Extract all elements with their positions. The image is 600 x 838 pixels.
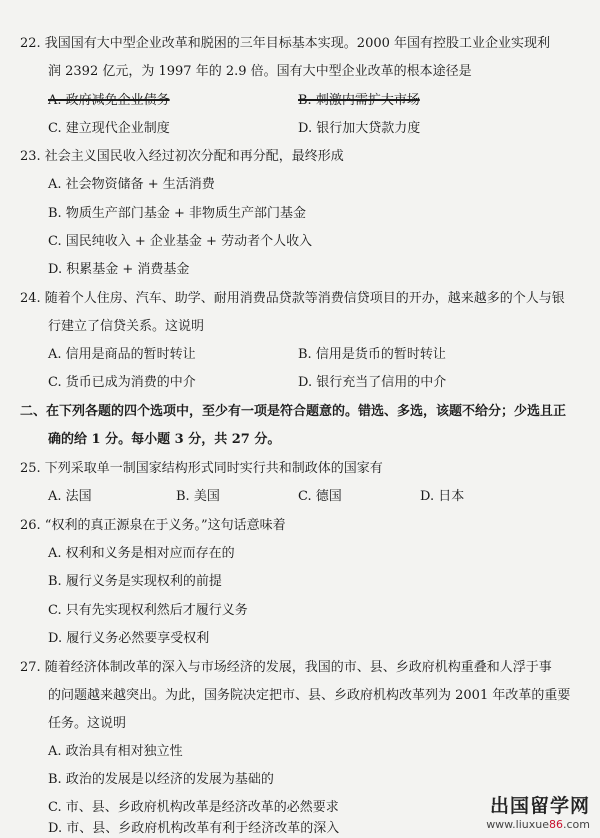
q22-option-d: D. 银行加大贷款力度 <box>298 121 421 136</box>
q27-stem-line3: 任务。这说明 <box>48 716 127 731</box>
section2-instructions-line2: 确的给 1 分。每小题 3 分，共 27 分。 <box>48 432 281 447</box>
q23-option-a: A. 社会物资储备 + 生活消费 <box>48 177 215 192</box>
q22-option-c: C. 建立现代企业制度 <box>48 121 170 136</box>
q23-option-c: C. 国民纯收入 + 企业基金 + 劳动者个人收入 <box>48 234 313 249</box>
watermark-url-accent: 86 <box>549 818 563 831</box>
q24-stem-line1: 24. 随着个人住房、汽车、助学、耐用消费品贷款等消费信贷项目的开办，越来越多的个人与银 <box>20 291 565 306</box>
q22-option-a: A. 政府减免企业债务 <box>48 93 170 108</box>
q25-stem: 25. 下列采取单一制国家结构形式同时实行共和制政体的国家有 <box>20 461 383 476</box>
q24-option-a: A. 信用是商品的暂时转让 <box>48 347 196 362</box>
q23-option-b: B. 物质生产部门基金 + 非物质生产部门基金 <box>48 206 306 221</box>
q26-option-b: B. 履行义务是实现权利的前提 <box>48 574 222 589</box>
watermark-url <box>486 818 590 831</box>
q27-stem-line1: 27. 随着经济体制改革的深入与市场经济的发展，我国的市、县、乡政府机构重叠和人浮于事 <box>20 660 552 675</box>
q24-stem-line2: 行建立了信贷关系。这说明 <box>48 319 205 334</box>
watermark <box>486 791 590 831</box>
q27-option-d: D. 市、县、乡政府机构改革有利于经济改革的深入 <box>48 821 340 836</box>
watermark-url-prefix: www.liuxue <box>486 818 549 831</box>
q25-option-a: A. 法国 <box>48 489 92 504</box>
watermark-url-suffix: .com <box>563 818 590 831</box>
section2-instructions-line1: 二、在下列各题的四个选项中，至少有一项是符合题意的。错选、多选，该题不给分；少选且正 <box>20 404 567 419</box>
q26-option-c: C. 只有先实现权利然后才履行义务 <box>48 603 248 618</box>
q24-option-c: C. 货币已成为消费的中介 <box>48 375 196 390</box>
q23-option-d: D. 积累基金 + 消费基金 <box>48 262 190 277</box>
q22-option-b: B. 刺激内需扩大市场 <box>298 93 420 108</box>
q26-option-a: A. 权利和义务是相对应而存在的 <box>48 546 235 561</box>
watermark-title: 出国留学网 <box>489 795 590 817</box>
q22-stem-line2: 润 2392 亿元，为 1997 年的 2.9 倍。国有大中型企业改革的根本途径是 <box>48 64 472 79</box>
q27-stem-line2: 的问题越来越突出。为此，国务院决定把市、县、乡政府机构改革列为 2001 年改革的重要 <box>48 688 571 703</box>
q26-stem: 26. “权利的真正源泉在于义务。”这句话意味着 <box>20 518 286 533</box>
q25-option-b: B. 美国 <box>176 489 220 504</box>
q25-option-c: C. 德国 <box>298 489 342 504</box>
q22-stem-line1: 22. 我国国有大中型企业改革和脱困的三年目标基本实现。2000 年国有控股工业企业实现利 <box>20 36 551 51</box>
q23-stem: 23. 社会主义国民收入经过初次分配和再分配，最终形成 <box>20 149 344 164</box>
q24-option-b: B. 信用是货币的暂时转让 <box>298 347 446 362</box>
q27-option-b: B. 政治的发展是以经济的发展为基础的 <box>48 772 274 787</box>
q24-option-d: D. 银行充当了信用的中介 <box>298 375 447 390</box>
q26-option-d: D. 履行义务必然要享受权利 <box>48 631 210 646</box>
q27-option-c: C. 市、县、乡政府机构改革是经济改革的必然要求 <box>48 800 339 815</box>
q25-option-d: D. 日本 <box>420 489 465 504</box>
q27-option-a: A. 政治具有相对独立性 <box>48 744 183 759</box>
